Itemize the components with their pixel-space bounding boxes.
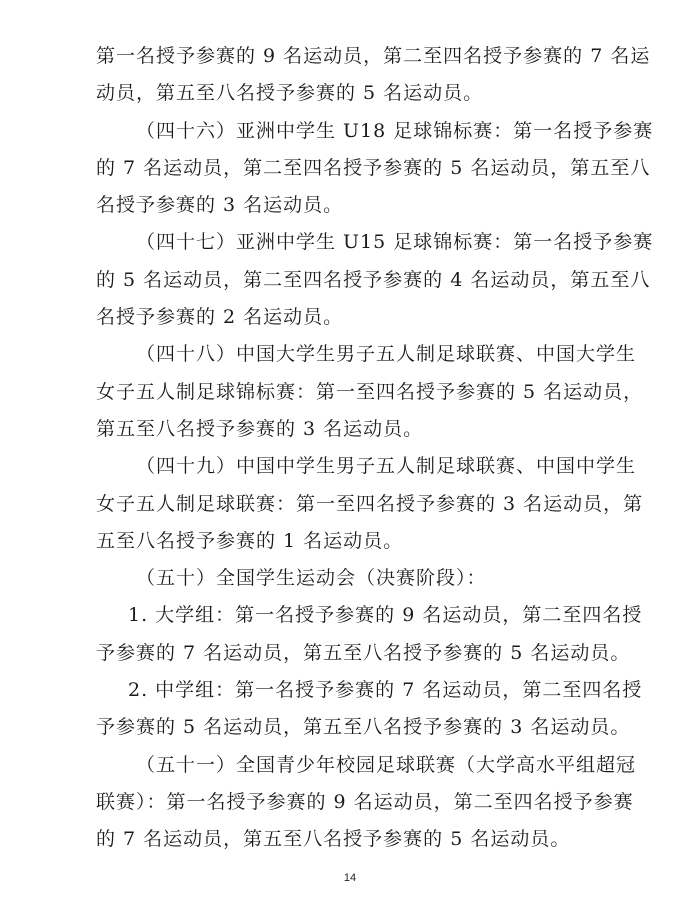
paragraph (96, 597, 643, 672)
text-line: 女子五人制足球锦标赛：第一至四名授予参赛的 5 名运动员， (96, 380, 644, 403)
text-line: 动员，第五至八名授予参赛的 5 名运动员。 (96, 82, 484, 105)
paragraph (96, 448, 644, 560)
paragraph (96, 336, 644, 448)
text-line: 名授予参赛的 2 名运动员。 (96, 306, 344, 329)
text-line: （四十八）中国大学生男子五人制足球联赛、中国大学生 (136, 343, 637, 366)
text-line: 的 5 名运动员，第二至四名授予参赛的 4 名运动员，第五至八 (96, 268, 651, 291)
paragraph (96, 560, 606, 597)
paragraph (96, 38, 651, 113)
text-line: 的 7 名运动员，第五至八名授予参赛的 5 名运动员。 (96, 828, 571, 851)
text-line: 第五至八名授予参赛的 3 名运动员。 (96, 417, 424, 440)
page-number: 14 (343, 872, 357, 884)
text-line: 予参赛的 7 名运动员，第五至八名授予参赛的 5 名运动员。 (96, 641, 631, 664)
paragraph (96, 113, 654, 225)
text-line: （五十）全国学生运动会（决赛阶段）： (136, 567, 487, 590)
text-line: （四十七）亚洲中学生 U15 足球锦标赛：第一名授予参赛 (136, 231, 654, 254)
paragraph (96, 747, 637, 859)
text-line: 1. 大学组：第一名授予参赛的 9 名运动员，第二至四名授 (128, 604, 643, 627)
text-line: 五至八名授予参赛的 1 名运动员。 (96, 529, 404, 552)
text-line: 第一名授予参赛的 9 名运动员，第二至四名授予参赛的 7 名运 (96, 45, 651, 67)
text-line: （四十六）亚洲中学生 U18 足球锦标赛：第一名授予参赛 (136, 119, 654, 142)
text-line: 2. 中学组：第一名授予参赛的 7 名运动员，第二至四名授 (128, 679, 643, 702)
paragraph (96, 672, 643, 747)
text-line: 名授予参赛的 3 名运动员。 (96, 194, 344, 217)
text-line: （四十九）中国中学生男子五人制足球联赛、中国中学生 (136, 455, 637, 478)
text-line: 的 7 名运动员，第二至四名授予参赛的 5 名运动员，第五至八 (96, 156, 651, 179)
document-body (96, 38, 654, 859)
text-line: 女子五人制足球联赛：第一至四名授予参赛的 3 名运动员，第 (96, 492, 644, 515)
text-line: 联赛）：第一名授予参赛的 9 名运动员，第二至四名授予参赛 (96, 790, 634, 813)
paragraph (96, 224, 654, 336)
text-line: （五十一）全国青少年校园足球联赛（大学高水平组超冠 (136, 753, 637, 776)
text-line: 予参赛的 5 名运动员，第五至八名授予参赛的 3 名运动员。 (96, 716, 631, 739)
